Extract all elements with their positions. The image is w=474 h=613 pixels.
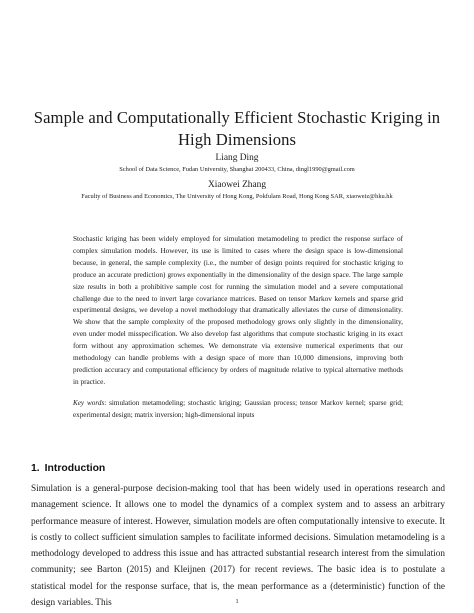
paper-title: Sample and Computationally Efficient Stochastic Kriging in High Dimensions bbox=[33, 108, 441, 149]
page-number: 1 bbox=[235, 598, 239, 605]
keywords-label: Key words bbox=[73, 399, 105, 407]
author-affiliation-1: School of Data Science, Fudan University, Shanghai 200433, China, dingl1990@gmail.com bbox=[119, 166, 355, 173]
keywords-separator: : bbox=[104, 399, 110, 407]
author-affiliation-2: Faculty of Business and Economics, The University of Hong Kong, Pokfulam Road, Hong Kong SAR, xiaoweiz@hku.hk bbox=[81, 193, 393, 200]
keywords bbox=[73, 398, 403, 421]
author-name-2: Xiaowei Zhang bbox=[207, 180, 267, 190]
abstract bbox=[73, 234, 403, 389]
keywords-list: simulation metamodeling; stochastic kriging; Gaussian process; tensor Markov kernel; sparse grid; experimental design; matrix inversion; high-dimensional inputs bbox=[73, 399, 403, 419]
section-number: 1. bbox=[31, 463, 40, 474]
abstract-text: Stochastic kriging has been widely employed for simulation metamodeling to predict the response surface of complex simulation models. However, its use is limited to cases where the design space is low-dimensional because, in general, the sample complexity (i.e., the number of design points required for stochastic kriging to produce an accurate prediction) grows exponentially in the dimensionality of the design space. The large sample size results in both a prohibitive sample cost for running the simulation model and a severe computational challenge due to the need to invert large covariance matrices. Based on tensor Markov kernels and sparse grid experimental designs, we develop a novel methodology that dramatically alleviates the curse of dimensionality. We show that the sample complexity of the proposed methodology grows only slightly in the dimensionality, even under model misspecification. We also develop fast algorithms that compute stochastic kriging in its exact form without any approximation schemes. We demonstrate via extensive numerical experiments that our methodology can handle problems with a design space of more than 10,000 dimensions, improving both prediction accuracy and computational efficiency by orders of magnitude relative to typical alternative methods in practice. bbox=[73, 235, 403, 386]
section-title: Introduction bbox=[44, 463, 106, 474]
introduction-body bbox=[31, 481, 445, 611]
section-heading-introduction bbox=[31, 462, 105, 475]
introduction-paragraph: Simulation is a general-purpose decision-making tool that has been widely used in operations research and management science. It allows one to model the dynamics of a complex system and to assess an arbitrary performance measure of interest. However, simulation models are often computationally intensive to execute. It is costly to collect sufficient simulation samples to facilitate informed decisions. Simulation metamodeling is a methodology developed to address this issue and has attracted substantial research interest from the simulation community; see Barton (2015) and Kleijnen (2017) for recent reviews. The basic idea is to postulate a statistical model for the response surface, that is, the mean performance as a (deterministic) function of the design variables. This bbox=[31, 484, 445, 609]
author-name-1: Liang Ding bbox=[215, 153, 259, 163]
